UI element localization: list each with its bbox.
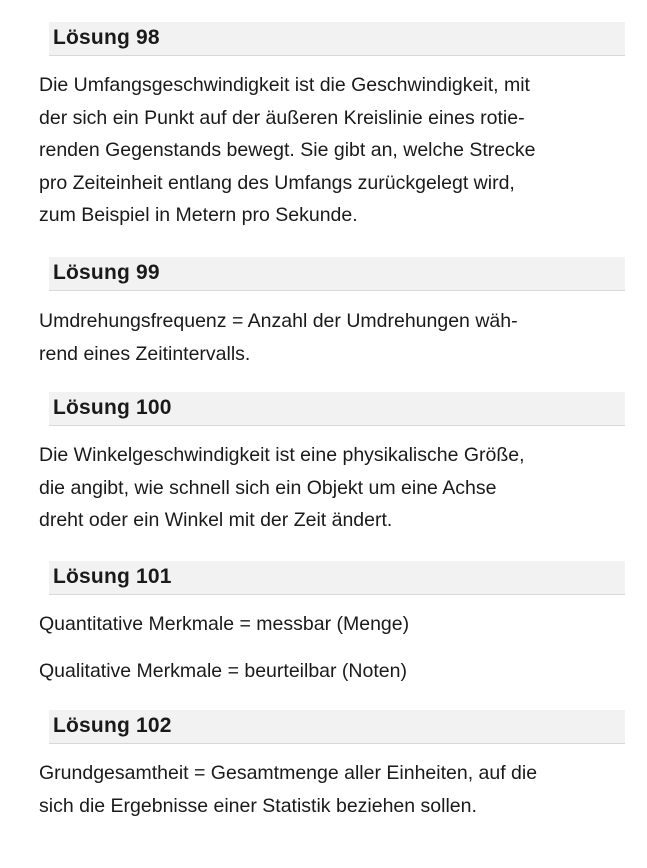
- text-line: Qualitative Merkmale = beurteilbar (Noten): [39, 660, 407, 682]
- section-101-paragraph-1: [39, 608, 631, 641]
- section-102-paragraph: [39, 757, 631, 822]
- section-99-paragraph: [39, 305, 631, 370]
- section-98-paragraph: [39, 69, 631, 232]
- section-title: Lösung 99: [53, 261, 160, 284]
- text-line: pro Zeiteinheit entlang des Umfangs zurückgelegt wird,: [39, 171, 515, 194]
- text-line: Die Winkelgeschwindigkeit ist eine physikalische Größe,: [39, 444, 525, 466]
- section-header-98: [49, 22, 625, 56]
- section-title: Lösung 102: [53, 714, 172, 737]
- section-header-99: [49, 257, 625, 291]
- section-title: Lösung 101: [53, 565, 172, 588]
- section-header-100: [49, 392, 625, 426]
- text-line: der sich ein Punkt auf der äußeren Kreislinie eines rotie-: [39, 106, 525, 129]
- text-line: die angibt, wie schnell sich ein Objekt um eine Achse: [39, 476, 497, 499]
- text-line: sich die Ergebnisse einer Statistik beziehen sollen.: [39, 794, 477, 817]
- text-line: renden Gegenstands bewegt. Sie gibt an, welche Strecke: [39, 139, 536, 161]
- text-line: Quantitative Merkmale = messbar (Menge): [39, 613, 410, 635]
- section-header-101: [49, 561, 625, 595]
- text-line: Die Umfangsgeschwindigkeit ist die Geschwindigkeit, mit: [39, 74, 530, 96]
- text-line: Grundgesamtheit = Gesamtmenge aller Einheiten, auf die: [39, 762, 538, 784]
- section-title: Lösung 98: [53, 26, 160, 49]
- section-101-paragraph-2: [39, 655, 631, 688]
- section-header-102: [49, 710, 625, 744]
- text-line: dreht oder ein Winkel mit der Zeit ändert.: [39, 509, 393, 531]
- section-100-paragraph: [39, 439, 631, 537]
- text-line: Umdrehungsfrequenz = Anzahl der Umdrehungen wäh-: [39, 310, 518, 332]
- text-line: rend eines Zeitintervalls.: [39, 342, 251, 365]
- text-line: zum Beispiel in Metern pro Sekunde.: [39, 204, 358, 226]
- section-title: Lösung 100: [53, 396, 172, 419]
